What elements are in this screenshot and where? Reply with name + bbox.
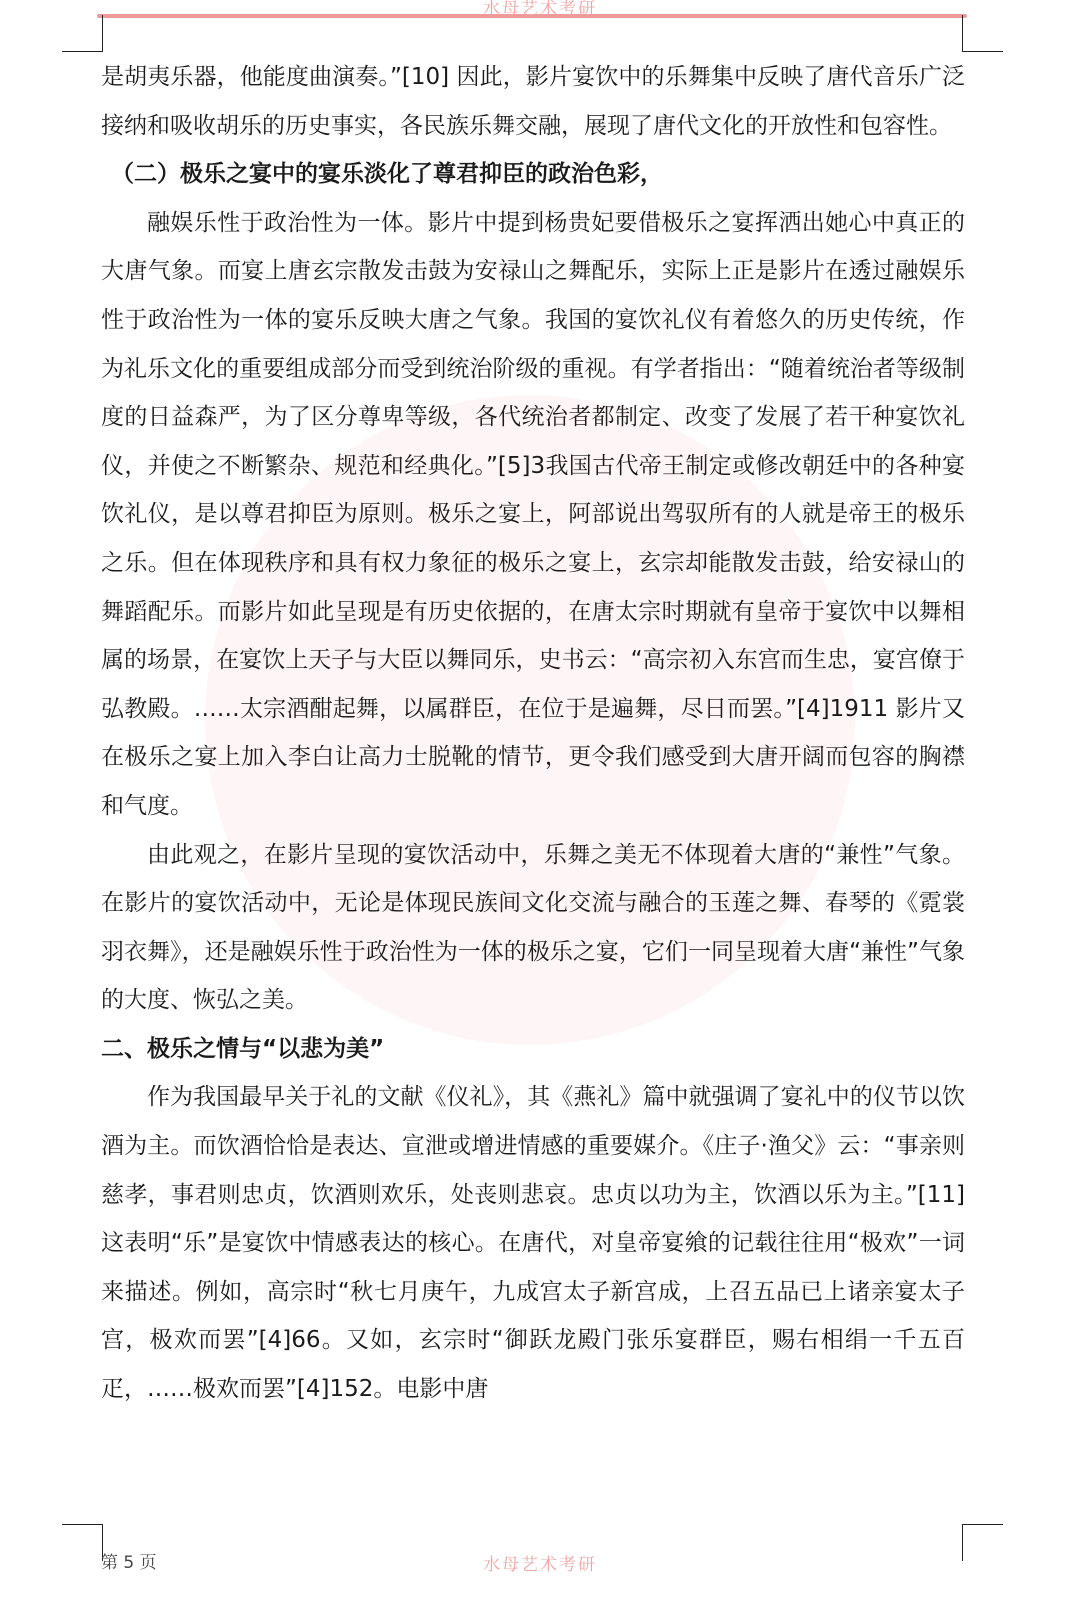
paragraph: 作为我国最早关于礼的文献《仪礼》，其《燕礼》篇中就强调了宴礼中的仪节以饮酒为主。而饮酒恰恰是表达、宣泄或增进情感的重要媒介。《庄子·渔父》云：“事亲则慈孝，事君则忠贞，饮酒则欢乐，处丧则悲哀。忠贞以功为主，饮酒以乐为主。”[11] 这表明“乐”是宴饮中情感表达的核心。在唐代，对皇帝宴飨的记载往往用“极欢”一词来描述。例如，高宗时“秋七月庚午，九成宫太子新宫成，上召五品已上诸亲宴太子宫，极欢而罢”[4]66。又如，玄宗时“御跃龙殿门张乐宴群臣，赐右相绢一千五百疋，……极欢而罢”[4]152。电影中唐 [101,1084,965,1403]
crop-mark-top-left [62,15,103,52]
section-heading-2: （二）极乐之宴中的宴乐淡化了尊君抑臣的政治色彩， [111,161,663,188]
page-number: 第 5 页 [101,1553,157,1573]
crop-mark-top-right [962,15,1003,52]
paragraph: 融娱乐性于政治性为一体。影片中提到杨贵妃要借极乐之宴挥洒出她心中真正的大唐气象。而宴上唐玄宗散发击鼓为安禄山之舞配乐，实际上正是影片在透过融娱乐性于政治性为一体的宴乐反映大唐之气象。我国的宴饮礼仪有着悠久的历史传统，作为礼乐文化的重要组成部分而受到统治阶级的重视。有学者指出：“随着统治者等级制度的日益森严，为了区分尊卑等级，各代统治者都制定、改变了发展了若干种宴饮礼仪，并使之不断繁杂、规范和经典化。”[5]3我国古代帝王制定或修改朝廷中的各种宴饮礼仪，是以尊君抑臣为原则。极乐之宴上，阿部说出驾驭所有的人就是帝王的极乐之乐。但在体现秩序和具有权力象征的极乐之宴上，玄宗却能散发击鼓，给安禄山的舞蹈配乐。而影片如此呈现是有历史依据的，在唐太宗时期就有皇帝于宴饮中以舞相属的场景，在宴饮上天子与大臣以舞同乐，史书云：“高宗初入东宫而生忠，宴宫僚于弘教殿。……太宗酒酣起舞，以属群臣，在位于是遍舞，尽日而罢。”[4]1911 影片又在极乐之宴上加入李白让高力士脱靴的情节，更令我们感受到大唐开阔而包容的胸襟和气度。 [101,209,965,819]
paragraph-continuation: 是胡夷乐器，他能度曲演奏。”[10] 因此，影片宴饮中的乐舞集中反映了唐代音乐广泛接纳和吸收胡乐的历史事实，各民族乐舞交融，展现了唐代文化的开放性和包容性。 [101,64,965,139]
document-body [101,53,965,1414]
header-watermark: 水母艺术考研 [483,0,597,19]
footer-watermark: 水母艺术考研 [483,1555,597,1575]
section-heading: 二、极乐之情与“以悲为美” [101,1035,385,1062]
paragraph: 由此观之，在影片呈现的宴饮活动中，乐舞之美无不体现着大唐的“兼性”气象。在影片的宴饮活动中，无论是体现民族间文化交流与融合的玉莲之舞、春琴的《霓裳羽衣舞》，还是融娱乐性于政治性为一体的极乐之宴，它们一同呈现着大唐“兼性”气象的大度、恢弘之美。 [101,841,965,1014]
